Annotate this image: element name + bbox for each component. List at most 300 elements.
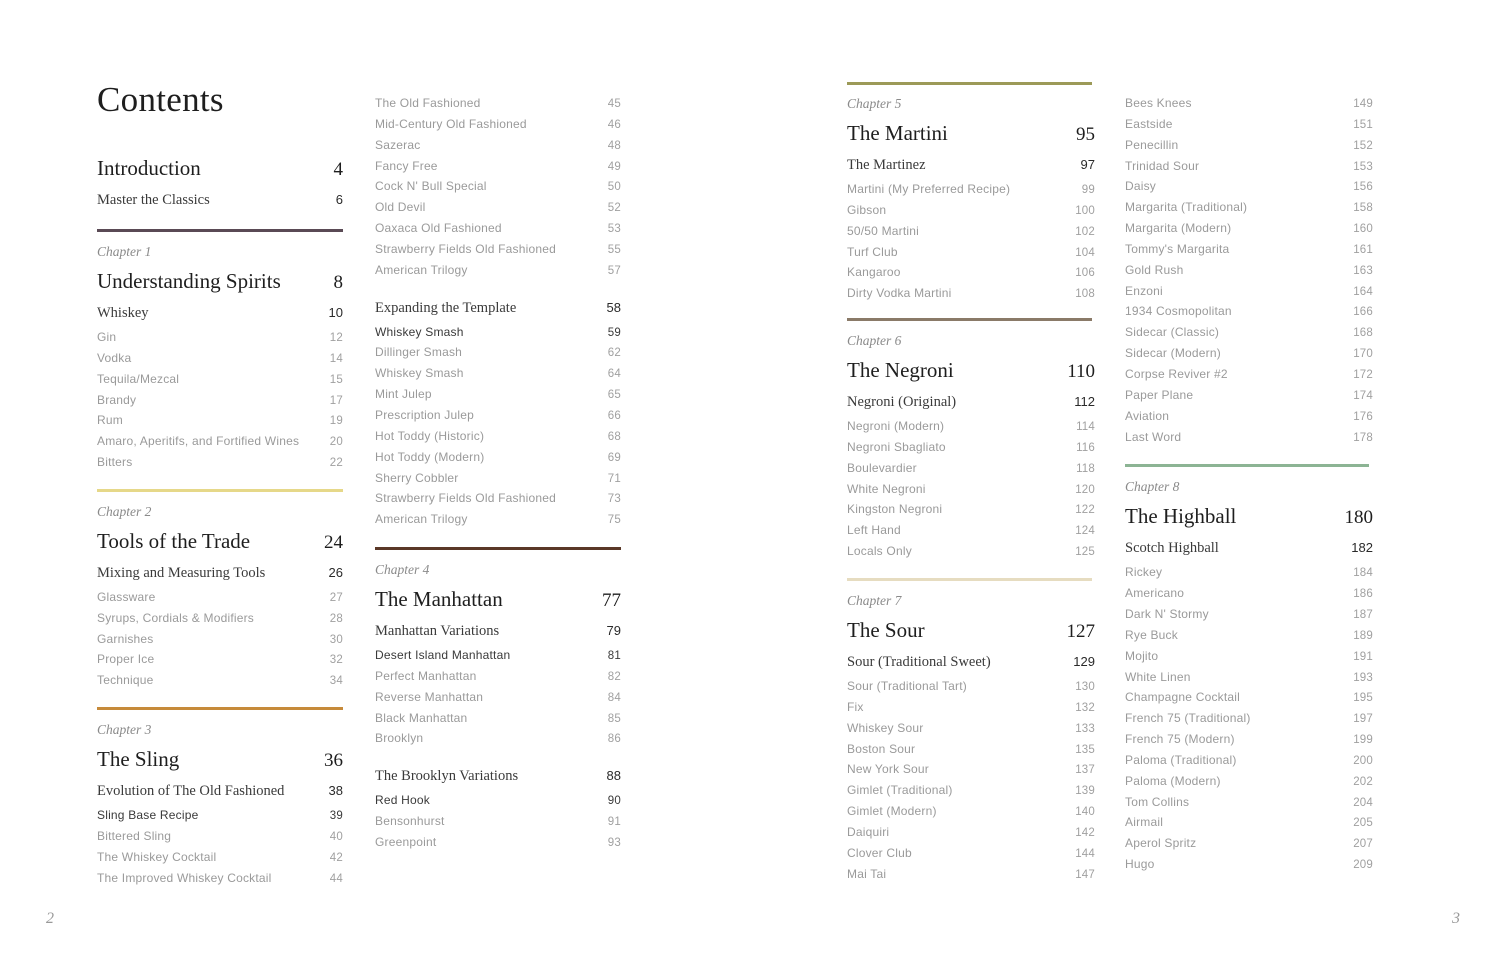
toc-item-list bbox=[1125, 562, 1373, 875]
entry-page: 200 bbox=[1353, 754, 1373, 767]
entry-page: 166 bbox=[1353, 306, 1373, 319]
entry-label: Clover Club bbox=[847, 845, 912, 860]
toc-item[interactable] bbox=[1125, 604, 1373, 625]
toc-item[interactable] bbox=[1125, 239, 1373, 260]
toc-item[interactable] bbox=[1125, 364, 1373, 385]
toc-item[interactable] bbox=[1125, 729, 1373, 750]
toc-item[interactable] bbox=[1125, 343, 1373, 364]
entry-label: Boulevardier bbox=[847, 460, 917, 475]
toc-item[interactable] bbox=[1125, 646, 1373, 667]
toc-item[interactable] bbox=[97, 587, 343, 608]
toc-item[interactable] bbox=[97, 805, 343, 826]
entry-label: Negroni (Original) bbox=[847, 394, 957, 411]
toc-column-1 bbox=[97, 150, 343, 889]
entry-page: 106 bbox=[1075, 267, 1095, 280]
toc-item[interactable] bbox=[97, 629, 343, 650]
toc-item[interactable] bbox=[97, 826, 343, 847]
toc-item[interactable] bbox=[1125, 750, 1373, 771]
toc-item[interactable] bbox=[1125, 406, 1373, 427]
entry-page: 20 bbox=[329, 436, 343, 449]
entry-label: Aperol Spritz bbox=[1125, 836, 1197, 851]
entry-page: 59 bbox=[607, 326, 621, 339]
toc-item[interactable] bbox=[1125, 176, 1373, 197]
entry-page: 57 bbox=[607, 264, 621, 277]
toc-item[interactable] bbox=[375, 197, 621, 218]
entry-page: 125 bbox=[1075, 546, 1095, 559]
toc-item[interactable] bbox=[375, 832, 621, 853]
entry-label: Sour (Traditional Tart) bbox=[847, 678, 967, 693]
toc-item[interactable] bbox=[1125, 260, 1373, 281]
toc-item[interactable] bbox=[1125, 667, 1373, 688]
toc-item[interactable] bbox=[847, 718, 1095, 739]
toc-item[interactable] bbox=[1125, 114, 1373, 135]
entry-label: Martini (My Preferred Recipe) bbox=[847, 182, 1011, 196]
toc-item[interactable] bbox=[97, 348, 343, 369]
toc-item[interactable] bbox=[847, 822, 1095, 843]
entry-label: Hot Toddy (Historic) bbox=[375, 428, 485, 443]
toc-item[interactable] bbox=[375, 114, 621, 135]
toc-item-list bbox=[847, 676, 1095, 884]
entry-page: 84 bbox=[607, 691, 621, 704]
entry-label: Tommy's Margarita bbox=[1125, 241, 1230, 256]
entry-page: 209 bbox=[1353, 859, 1373, 872]
entry-page: 17 bbox=[329, 394, 343, 407]
entry-label: Fancy Free bbox=[375, 158, 438, 173]
toc-item[interactable] bbox=[375, 260, 621, 281]
entry-page: 90 bbox=[607, 795, 621, 808]
entry-page: 120 bbox=[1075, 483, 1095, 496]
toc-item[interactable] bbox=[375, 405, 621, 426]
toc-item-list bbox=[97, 805, 343, 888]
chapter-label: Chapter 3 bbox=[97, 722, 152, 738]
toc-item[interactable] bbox=[1125, 771, 1373, 792]
toc-item[interactable] bbox=[375, 218, 621, 239]
entry-page: 52 bbox=[607, 202, 621, 215]
entry-page: 86 bbox=[607, 733, 621, 746]
toc-subsection[interactable] bbox=[847, 151, 1095, 179]
entry-label: Proper Ice bbox=[97, 652, 155, 667]
toc-item-list bbox=[375, 790, 621, 853]
entry-label: Sling Base Recipe bbox=[97, 808, 199, 823]
entry-page: 34 bbox=[329, 675, 343, 688]
toc-item[interactable] bbox=[1125, 218, 1373, 239]
chapter-label: Chapter 2 bbox=[97, 503, 152, 519]
toc-item[interactable] bbox=[1125, 281, 1373, 302]
entry-label: Scotch Highball bbox=[1125, 540, 1219, 557]
toc-item[interactable] bbox=[375, 790, 621, 811]
toc-item[interactable] bbox=[375, 666, 621, 687]
toc-item[interactable] bbox=[1125, 854, 1373, 875]
entry-page: 186 bbox=[1353, 588, 1373, 601]
entry-page: 170 bbox=[1353, 348, 1373, 361]
chapter-label: Chapter 6 bbox=[847, 333, 902, 349]
entry-label: White Linen bbox=[1125, 669, 1191, 684]
entry-page: 140 bbox=[1075, 806, 1095, 819]
entry-page: 75 bbox=[607, 514, 621, 527]
toc-subsection[interactable] bbox=[1125, 534, 1373, 562]
entry-label: Bittered Sling bbox=[97, 828, 172, 843]
entry-page: 124 bbox=[1075, 525, 1095, 538]
entry-label: Bees Knees bbox=[1125, 96, 1192, 110]
entry-page: 197 bbox=[1353, 713, 1373, 726]
entry-page: 102 bbox=[1075, 225, 1095, 238]
toc-item[interactable] bbox=[847, 283, 1095, 304]
entry-label: American Trilogy bbox=[375, 512, 468, 527]
chapter-title[interactable] bbox=[97, 263, 343, 299]
entry-label: Evolution of The Old Fashioned bbox=[97, 783, 285, 800]
entry-label: Bensonhurst bbox=[375, 814, 445, 829]
toc-item[interactable] bbox=[97, 847, 343, 868]
entry-page: 174 bbox=[1353, 389, 1373, 402]
entry-label: Dark N' Stormy bbox=[1125, 607, 1209, 622]
toc-item[interactable] bbox=[97, 452, 343, 473]
toc-item[interactable] bbox=[97, 608, 343, 629]
entry-label: Whiskey Smash bbox=[375, 366, 464, 381]
toc-item[interactable] bbox=[1125, 385, 1373, 406]
toc-item[interactable] bbox=[97, 410, 343, 431]
toc-item[interactable] bbox=[847, 739, 1095, 760]
entry-label: French 75 (Traditional) bbox=[1125, 711, 1251, 726]
entry-label: Gold Rush bbox=[1125, 262, 1184, 277]
toc-entry-introduction[interactable] bbox=[97, 150, 343, 186]
toc-item[interactable] bbox=[847, 843, 1095, 864]
chapter-rule bbox=[1125, 464, 1369, 467]
entry-label: Understanding Spirits bbox=[97, 269, 281, 293]
entry-page: 178 bbox=[1353, 431, 1373, 444]
entry-label: Strawberry Fields Old Fashioned bbox=[375, 491, 556, 506]
entry-page: 191 bbox=[1353, 650, 1373, 663]
entry-label: Greenpoint bbox=[375, 834, 437, 849]
entry-page: 176 bbox=[1353, 410, 1373, 423]
toc-item[interactable] bbox=[847, 759, 1095, 780]
entry-label: The Manhattan bbox=[375, 587, 503, 612]
chapter-title[interactable] bbox=[97, 741, 343, 777]
entry-page: 122 bbox=[1075, 504, 1095, 517]
entry-page: 163 bbox=[1353, 264, 1373, 277]
entry-label: Glassware bbox=[97, 589, 156, 604]
toc-item[interactable] bbox=[847, 242, 1095, 263]
toc-item[interactable] bbox=[375, 156, 621, 177]
chapter-title[interactable] bbox=[375, 581, 621, 617]
toc-item[interactable] bbox=[97, 868, 343, 889]
toc-item[interactable] bbox=[847, 697, 1095, 718]
toc-item[interactable] bbox=[1125, 135, 1373, 156]
toc-item[interactable] bbox=[847, 676, 1095, 697]
entry-page: 144 bbox=[1075, 847, 1095, 860]
chapter-rule bbox=[847, 318, 1092, 321]
entry-page: 27 bbox=[329, 591, 343, 604]
toc-item[interactable] bbox=[1125, 583, 1373, 604]
entry-label: Technique bbox=[97, 673, 154, 688]
toc-item-list bbox=[1125, 93, 1373, 447]
entry-label: Hot Toddy (Modern) bbox=[375, 449, 485, 464]
entry-label: Paloma (Modern) bbox=[1125, 773, 1221, 788]
toc-item[interactable] bbox=[375, 135, 621, 156]
entry-label: 1934 Cosmopolitan bbox=[1125, 304, 1232, 319]
page-number-right: 3 bbox=[1452, 910, 1460, 927]
entry-page: 95 bbox=[1076, 124, 1095, 145]
entry-label: Gimlet (Modern) bbox=[847, 804, 937, 819]
entry-label: Whiskey Smash bbox=[375, 324, 464, 339]
toc-item[interactable] bbox=[375, 93, 621, 114]
toc-item[interactable] bbox=[847, 499, 1095, 520]
entry-label: Americano bbox=[1125, 586, 1185, 601]
entry-page: 127 bbox=[1066, 620, 1095, 642]
toc-item[interactable] bbox=[375, 708, 621, 729]
entry-label: Locals Only bbox=[847, 544, 912, 559]
entry-label: Vodka bbox=[97, 350, 132, 365]
toc-entry-master-classics[interactable] bbox=[97, 186, 343, 214]
entry-label: Sidecar (Classic) bbox=[1125, 325, 1220, 340]
toc-item[interactable] bbox=[375, 447, 621, 468]
entry-page: 168 bbox=[1353, 327, 1373, 340]
page-number-left: 2 bbox=[46, 910, 54, 927]
chapter-title[interactable] bbox=[847, 115, 1095, 151]
entry-label: Introduction bbox=[97, 156, 201, 180]
toc-item[interactable] bbox=[847, 864, 1095, 885]
chapter-rule bbox=[375, 547, 621, 550]
toc-item[interactable] bbox=[375, 728, 621, 749]
entry-page: 50 bbox=[607, 181, 621, 194]
toc-item[interactable] bbox=[847, 541, 1095, 562]
toc-item[interactable] bbox=[375, 509, 621, 530]
entry-label: Boston Sour bbox=[847, 741, 916, 756]
toc-subsection[interactable] bbox=[97, 777, 343, 805]
entry-label: Master the Classics bbox=[97, 192, 210, 208]
toc-item[interactable] bbox=[847, 458, 1095, 479]
entry-page: 135 bbox=[1075, 743, 1095, 756]
entry-label: Corpse Reviver #2 bbox=[1125, 366, 1228, 381]
toc-item[interactable] bbox=[1125, 792, 1373, 813]
entry-label: The Improved Whiskey Cocktail bbox=[97, 870, 272, 885]
toc-item-list bbox=[97, 587, 343, 691]
entry-page: 42 bbox=[329, 851, 343, 864]
toc-item[interactable] bbox=[375, 426, 621, 447]
toc-item-list bbox=[375, 322, 621, 530]
toc-item[interactable] bbox=[375, 322, 621, 343]
chapter-label: Chapter 7 bbox=[847, 592, 902, 608]
entry-page: 161 bbox=[1353, 243, 1373, 256]
toc-item[interactable] bbox=[847, 200, 1095, 221]
entry-label: Garnishes bbox=[97, 631, 154, 646]
entry-label: Sour (Traditional Sweet) bbox=[847, 653, 991, 670]
entry-page: 184 bbox=[1353, 567, 1373, 580]
entry-page: 39 bbox=[329, 810, 343, 823]
entry-page: 6 bbox=[335, 192, 343, 207]
toc-item[interactable] bbox=[375, 645, 621, 666]
entry-page: 82 bbox=[607, 670, 621, 683]
entry-page: 129 bbox=[1073, 653, 1095, 669]
chapter-label: Chapter 8 bbox=[1125, 479, 1180, 495]
entry-page: 66 bbox=[607, 409, 621, 422]
toc-item[interactable] bbox=[97, 327, 343, 348]
entry-label: Last Word bbox=[1125, 429, 1182, 444]
entry-page: 49 bbox=[607, 160, 621, 173]
toc-item-list bbox=[97, 327, 343, 473]
entry-label: Gimlet (Traditional) bbox=[847, 783, 953, 798]
entry-label: Bitters bbox=[97, 455, 133, 470]
toc-item[interactable] bbox=[1125, 562, 1373, 583]
entry-label: Trinidad Sour bbox=[1125, 158, 1200, 173]
chapter-rule bbox=[847, 578, 1092, 581]
toc-item-list bbox=[375, 645, 621, 749]
entry-label: Turf Club bbox=[847, 244, 898, 259]
entry-page: 8 bbox=[333, 272, 343, 293]
chapter-title[interactable] bbox=[847, 352, 1095, 388]
entry-label: Expanding the Template bbox=[375, 299, 517, 316]
entry-page: 158 bbox=[1353, 202, 1373, 215]
entry-label: Syrups, Cordials & Modifiers bbox=[97, 610, 254, 625]
entry-label: Margarita (Traditional) bbox=[1125, 200, 1248, 215]
entry-page: 112 bbox=[1074, 394, 1095, 410]
toc-subsection[interactable] bbox=[375, 762, 621, 790]
toc-item[interactable] bbox=[375, 342, 621, 363]
entry-page: 142 bbox=[1075, 826, 1095, 839]
entry-page: 58 bbox=[606, 299, 621, 315]
entry-label: Amaro, Aperitifs, and Fortified Wines bbox=[97, 434, 300, 449]
entry-page: 36 bbox=[324, 750, 343, 772]
entry-page: 64 bbox=[607, 368, 621, 381]
chapter-label: Chapter 5 bbox=[847, 96, 902, 111]
toc-item[interactable] bbox=[847, 179, 1095, 200]
entry-page: 195 bbox=[1353, 692, 1373, 705]
toc-item[interactable] bbox=[1125, 812, 1373, 833]
entry-label: Mid-Century Old Fashioned bbox=[375, 116, 527, 131]
toc-item-list bbox=[847, 416, 1095, 562]
toc-item[interactable] bbox=[1125, 322, 1373, 343]
entry-label: Tequila/Mezcal bbox=[97, 371, 180, 386]
entry-page: 73 bbox=[607, 493, 621, 506]
toc-item[interactable] bbox=[847, 221, 1095, 242]
entry-label: Left Hand bbox=[847, 523, 901, 538]
entry-label: French 75 (Modern) bbox=[1125, 732, 1235, 747]
toc-item[interactable] bbox=[1125, 427, 1373, 448]
entry-label: Enzoni bbox=[1125, 283, 1163, 298]
chapter-label: Chapter 4 bbox=[375, 562, 430, 578]
toc-item[interactable] bbox=[375, 687, 621, 708]
entry-page: 130 bbox=[1075, 680, 1095, 693]
toc-item[interactable] bbox=[97, 369, 343, 390]
toc-item[interactable] bbox=[375, 384, 621, 405]
toc-item[interactable] bbox=[97, 649, 343, 670]
toc-item[interactable] bbox=[847, 520, 1095, 541]
entry-page: 26 bbox=[328, 564, 343, 580]
toc-subsection[interactable] bbox=[847, 388, 1095, 416]
entry-page: 30 bbox=[329, 633, 343, 646]
entry-page: 12 bbox=[329, 332, 343, 344]
entry-label: Margarita (Modern) bbox=[1125, 221, 1232, 236]
entry-label: Aviation bbox=[1125, 408, 1170, 423]
entry-label: Fix bbox=[847, 699, 864, 714]
toc-column-4 bbox=[1125, 93, 1373, 875]
toc-item[interactable] bbox=[1125, 156, 1373, 177]
toc-subsection[interactable] bbox=[97, 299, 343, 327]
entry-page: 62 bbox=[607, 347, 621, 360]
entry-label: The Whiskey Cocktail bbox=[97, 849, 217, 864]
toc-item[interactable] bbox=[847, 262, 1095, 283]
toc-item[interactable] bbox=[375, 363, 621, 384]
toc-item[interactable] bbox=[1125, 197, 1373, 218]
entry-label: Kangaroo bbox=[847, 265, 901, 280]
toc-item[interactable] bbox=[97, 390, 343, 411]
toc-item[interactable] bbox=[1125, 301, 1373, 322]
entry-label: Rickey bbox=[1125, 565, 1163, 580]
entry-page: 38 bbox=[328, 783, 343, 799]
toc-subsection[interactable] bbox=[375, 617, 621, 645]
entry-label: Strawberry Fields Old Fashioned bbox=[375, 241, 556, 256]
toc-item[interactable] bbox=[847, 437, 1095, 458]
entry-label: Eastside bbox=[1125, 116, 1173, 131]
toc-item[interactable] bbox=[375, 488, 621, 509]
entry-page: 15 bbox=[329, 373, 343, 386]
toc-item[interactable] bbox=[847, 479, 1095, 500]
entry-page: 93 bbox=[607, 836, 621, 849]
entry-label: American Trilogy bbox=[375, 262, 468, 277]
toc-item[interactable] bbox=[375, 811, 621, 832]
toc-item[interactable] bbox=[375, 468, 621, 489]
entry-label: Sazerac bbox=[375, 137, 421, 152]
toc-item[interactable] bbox=[1125, 625, 1373, 646]
toc-item[interactable] bbox=[375, 239, 621, 260]
entry-label: Old Devil bbox=[375, 200, 426, 215]
toc-item[interactable] bbox=[97, 431, 343, 452]
entry-page: 108 bbox=[1075, 288, 1095, 301]
chapter-rule bbox=[97, 707, 343, 710]
entry-page: 180 bbox=[1344, 507, 1373, 529]
toc-item[interactable] bbox=[97, 670, 343, 691]
contents-title: Contents bbox=[97, 80, 224, 119]
toc-subsection[interactable] bbox=[97, 559, 343, 587]
toc-subsection[interactable] bbox=[847, 648, 1095, 676]
entry-label: Paper Plane bbox=[1125, 387, 1194, 402]
toc-item[interactable] bbox=[847, 780, 1095, 801]
toc-item[interactable] bbox=[847, 801, 1095, 822]
toc-item[interactable] bbox=[375, 176, 621, 197]
entry-label: Black Manhattan bbox=[375, 710, 468, 725]
toc-item[interactable] bbox=[847, 416, 1095, 437]
entry-page: 149 bbox=[1353, 98, 1373, 110]
entry-label: New York Sour bbox=[847, 762, 929, 777]
toc-subsection[interactable] bbox=[375, 294, 621, 322]
entry-page: 53 bbox=[607, 223, 621, 236]
toc-item[interactable] bbox=[1125, 93, 1373, 114]
entry-page: 14 bbox=[329, 352, 343, 365]
entry-label: Gibson bbox=[847, 202, 887, 217]
chapter-title[interactable] bbox=[847, 612, 1095, 648]
entry-label: The Sour bbox=[847, 617, 925, 642]
entry-label: Gin bbox=[97, 330, 117, 344]
entry-page: 79 bbox=[606, 623, 621, 639]
entry-label: 50/50 Martini bbox=[847, 223, 919, 238]
chapter-rule bbox=[847, 82, 1092, 85]
toc-item[interactable] bbox=[1125, 833, 1373, 854]
entry-page: 45 bbox=[607, 98, 621, 110]
chapter-title[interactable] bbox=[1125, 498, 1373, 534]
toc-column-2 bbox=[375, 93, 621, 853]
toc-item[interactable] bbox=[1125, 687, 1373, 708]
entry-label: White Negroni bbox=[847, 481, 926, 496]
toc-item-list bbox=[375, 93, 621, 281]
entry-page: 40 bbox=[329, 830, 343, 843]
toc-item[interactable] bbox=[1125, 708, 1373, 729]
entry-page: 91 bbox=[607, 816, 621, 829]
entry-page: 55 bbox=[607, 243, 621, 256]
entry-page: 116 bbox=[1076, 441, 1095, 454]
entry-page: 193 bbox=[1353, 671, 1373, 684]
entry-page: 139 bbox=[1075, 785, 1095, 798]
chapter-title[interactable] bbox=[97, 523, 343, 559]
entry-page: 114 bbox=[1076, 421, 1095, 434]
